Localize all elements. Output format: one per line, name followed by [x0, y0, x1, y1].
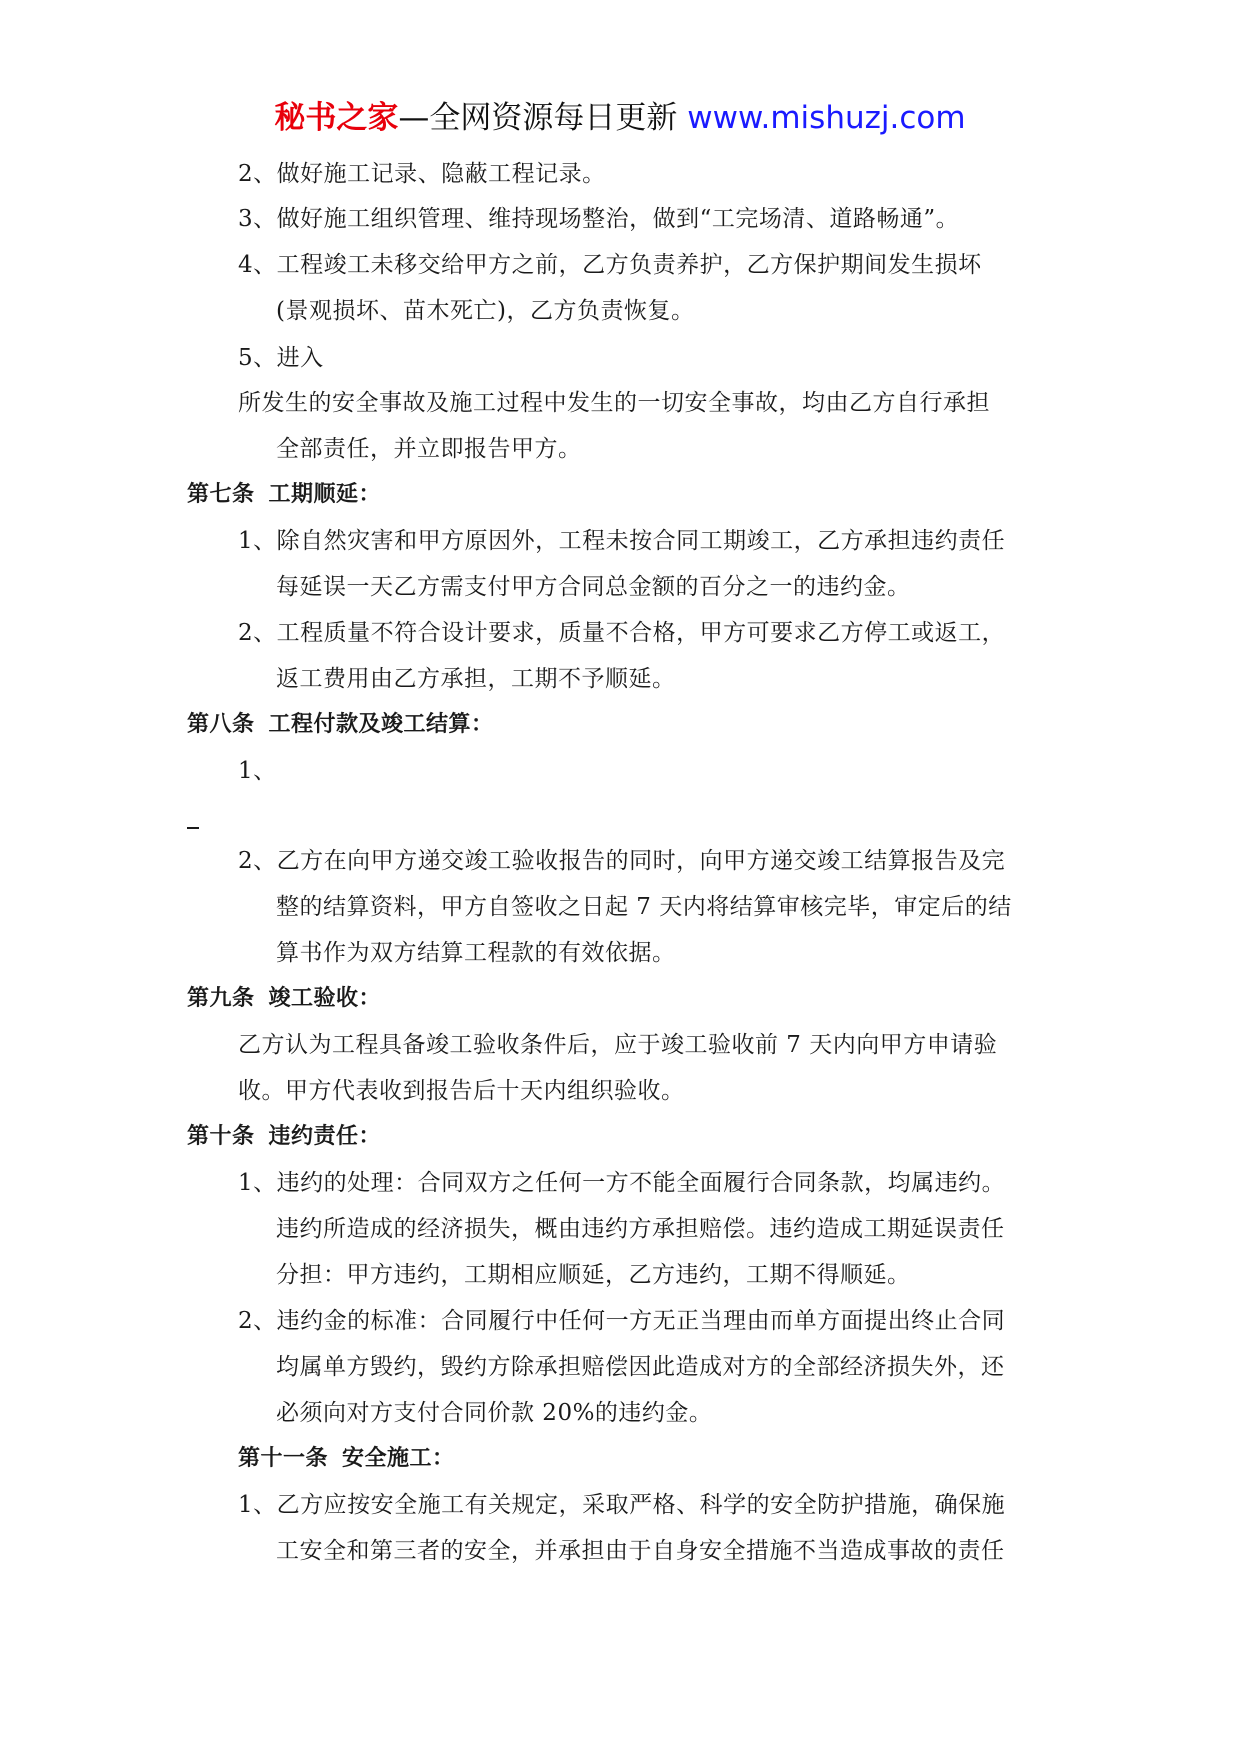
clause-10-item-1-cont-1: 违约所造成的经济损失，概由违约方承担赔偿。违约造成工期延误责任 [276, 1216, 1005, 1242]
clause-8-item-1: 1、 [238, 758, 277, 784]
clause-8-item-2-cont-1: 整的结算资料，甲方自签收之日起 7 天内将结算审核完毕，审定后的结 [276, 894, 1012, 920]
clause-11-item-1: 1、乙方应按安全施工有关规定，采取严格、科学的安全防护措施，确保施 [238, 1492, 1006, 1518]
clause-6-paragraph: 所发生的安全事故及施工过程中发生的一切安全事故，均由乙方自行承担 [238, 390, 990, 416]
clause-6-item-4-cont: (景观损坏、苗木死亡)，乙方负责恢复。 [276, 298, 695, 324]
clause-6-item-5: 5、进入 [238, 345, 324, 371]
clause-7-item-1: 1、除自然灾害和甲方原因外，工程未按合同工期竣工，乙方承担违约责任 [238, 528, 1006, 554]
clause-10-item-2-cont-1: 均属单方毁约，毁约方除承担赔偿因此造成对方的全部经济损失外，还 [276, 1354, 1005, 1380]
clause-8-item-2: 2、乙方在向甲方递交竣工验收报告的同时，向甲方递交竣工结算报告及完 [238, 848, 1006, 874]
clause-7-heading: 第七条 工期顺延： [187, 482, 382, 507]
clause-7-item-2: 2、工程质量不符合设计要求，质量不合格，甲方可要求乙方停工或返工， [238, 620, 1006, 646]
clause-6-item-2: 2、做好施工记录、隐蔽工程记录。 [238, 161, 606, 187]
site-slogan: —全网资源每日更新 [398, 100, 688, 136]
clause-7-item-1-cont: 每延误一天乙方需支付甲方合同总金额的百分之一的违约金。 [276, 574, 911, 600]
clause-6-paragraph-cont: 全部责任，并立即报告甲方。 [276, 436, 582, 462]
clause-10-heading: 第十条 违约责任： [187, 1124, 382, 1149]
clause-9-paragraph: 乙方认为工程具备竣工验收条件后，应于竣工验收前 7 天内向甲方申请验 [238, 1032, 998, 1058]
blank-underline-mark [187, 827, 199, 829]
clause-10-item-2: 2、违约金的标准：合同履行中任何一方无正当理由而单方面提出终止合同 [238, 1308, 1006, 1334]
clause-8-heading: 第八条 工程付款及竣工结算： [187, 712, 494, 737]
clause-7-item-2-cont: 返工费用由乙方承担，工期不予顺延。 [276, 666, 676, 692]
clause-10-item-2-cont-2: 必须向对方支付合同价款 20%的违约金。 [276, 1400, 713, 1426]
clause-11-item-1-cont: 工安全和第三者的安全，并承担由于自身安全措施不当造成事故的责任 [276, 1538, 1005, 1564]
site-url-link[interactable]: www.mishuzj.com [687, 100, 966, 136]
site-header [0, 98, 1240, 138]
clause-8-item-2-cont-2: 算书作为双方结算工程款的有效依据。 [276, 940, 676, 966]
clause-9-paragraph-cont: 收。甲方代表收到报告后十天内组织验收。 [238, 1078, 685, 1104]
clause-10-item-1-cont-2: 分担：甲方违约，工期相应顺延，乙方违约，工期不得顺延。 [276, 1262, 911, 1288]
clause-11-heading: 第十一条 安全施工： [238, 1446, 455, 1471]
site-brand: 秘书之家 [274, 100, 399, 136]
clause-6-item-3: 3、做好施工组织管理、维持现场整治，做到“工完场清、道路畅通”。 [238, 206, 960, 232]
clause-9-heading: 第九条 竣工验收： [187, 986, 382, 1011]
clause-6-item-4: 4、工程竣工未移交给甲方之前，乙方负责养护，乙方保护期间发生损坏 [238, 252, 982, 278]
clause-10-item-1: 1、违约的处理：合同双方之任何一方不能全面履行合同条款，均属违约。 [238, 1170, 1006, 1196]
